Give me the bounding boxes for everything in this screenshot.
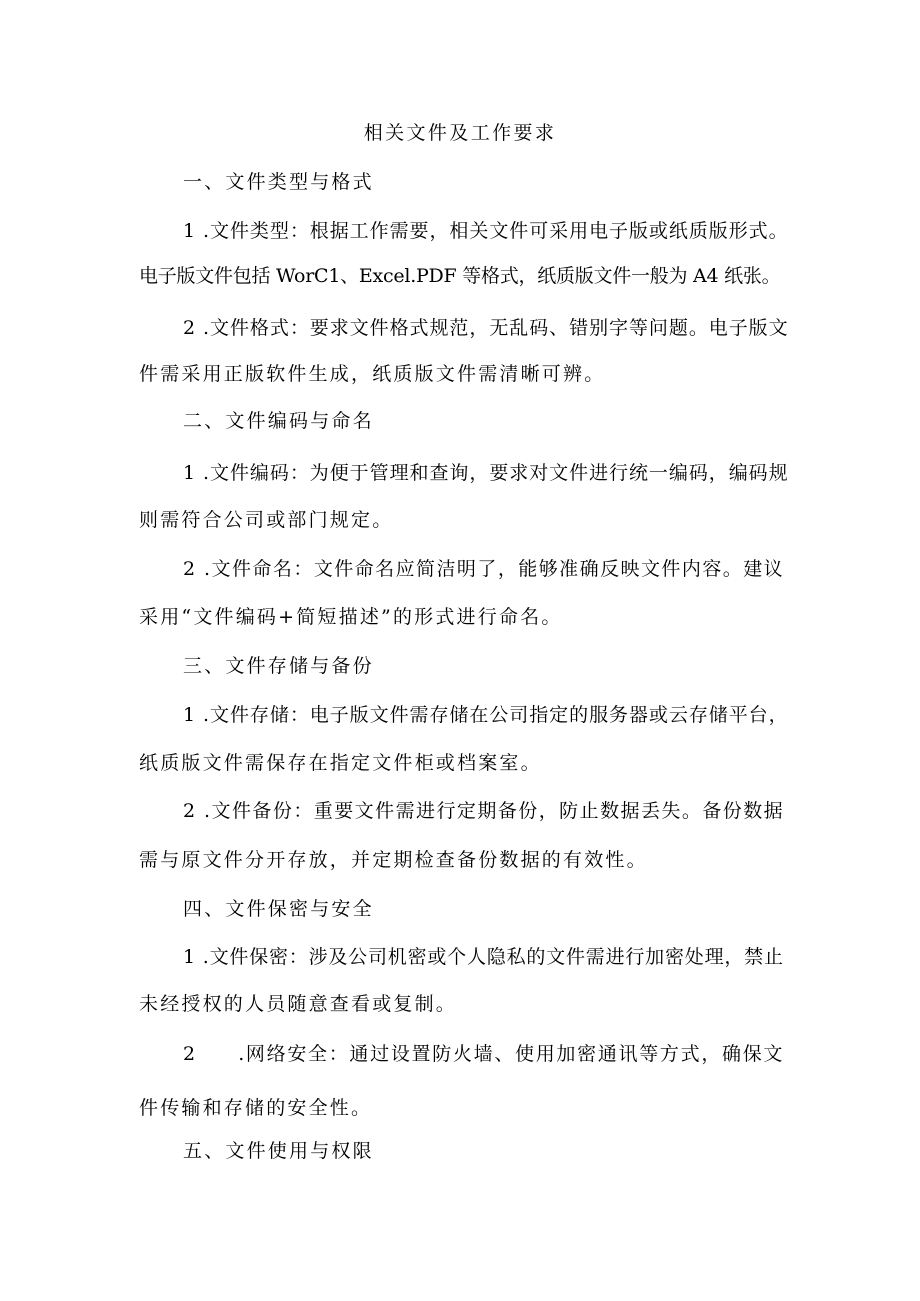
section-3-item-1-line-1: 1 .文件存储：电子版文件需存储在公司指定的服务器或云存储平台， — [183, 704, 789, 726]
section-2-item-2-line-1: 2 .文件命名：文件命名应简洁明了，能够准确反映文件内容。建议 — [183, 558, 785, 580]
section-2-item-1-line-2: 则需符合公司或部门规定。 — [139, 509, 394, 531]
section-heading-2: 二、文件编码与命名 — [183, 410, 374, 432]
section-4-item-2-line-2: 件传输和存储的安全性。 — [139, 1097, 373, 1119]
section-3-item-2-line-2: 需与原文件分开存放，并定期检查备份数据的有效性。 — [139, 849, 648, 871]
section-1-item-2-line-2: 件需采用正版软件生成，纸质版文件需清晰可辨。 — [139, 363, 606, 385]
section-2-item-1-line-1: 1 .文件编码：为便于管理和查询，要求对文件进行统一编码，编码规 — [183, 462, 789, 484]
section-1-item-1-line-2: 电子版文件包括 WorC1、Excel.PDF 等格式，纸质版文件一般为 A4 纸张。 — [139, 265, 781, 287]
section-1-item-2-line-1: 2 .文件格式：要求文件格式规范，无乱码、错别字等问题。电子版文 — [183, 317, 789, 339]
section-heading-1: 一、文件类型与格式 — [183, 171, 374, 193]
section-4-item-2-line-1: 2 .网络安全：通过设置防火墙、使用加密通讯等方式，确保文 — [183, 1043, 785, 1065]
section-4-item-1-line-2: 未经授权的人员随意查看或复制。 — [139, 993, 458, 1015]
section-heading-3: 三、文件存储与备份 — [183, 655, 374, 677]
section-heading-5: 五、文件使用与权限 — [183, 1140, 374, 1162]
section-4-item-1-line-1: 1 .文件保密：涉及公司机密或个人隐私的文件需进行加密处理，禁止 — [183, 946, 784, 968]
section-1-item-1-line-1: 1 .文件类型：根据工作需要，相关文件可采用电子版或纸质版形式。 — [183, 220, 789, 242]
section-2-item-2-line-2: 采用“文件编码+简短描述”的形式进行命名。 — [139, 606, 563, 628]
section-3-item-1-line-2: 纸质版文件需保存在指定文件柜或档案室。 — [139, 752, 542, 774]
section-heading-4: 四、文件保密与安全 — [183, 898, 374, 920]
section-3-item-2-line-1: 2 .文件备份：重要文件需进行定期备份，防止数据丢失。备份数据 — [183, 800, 785, 822]
document-title: 相关文件及工作要求 — [363, 122, 557, 144]
